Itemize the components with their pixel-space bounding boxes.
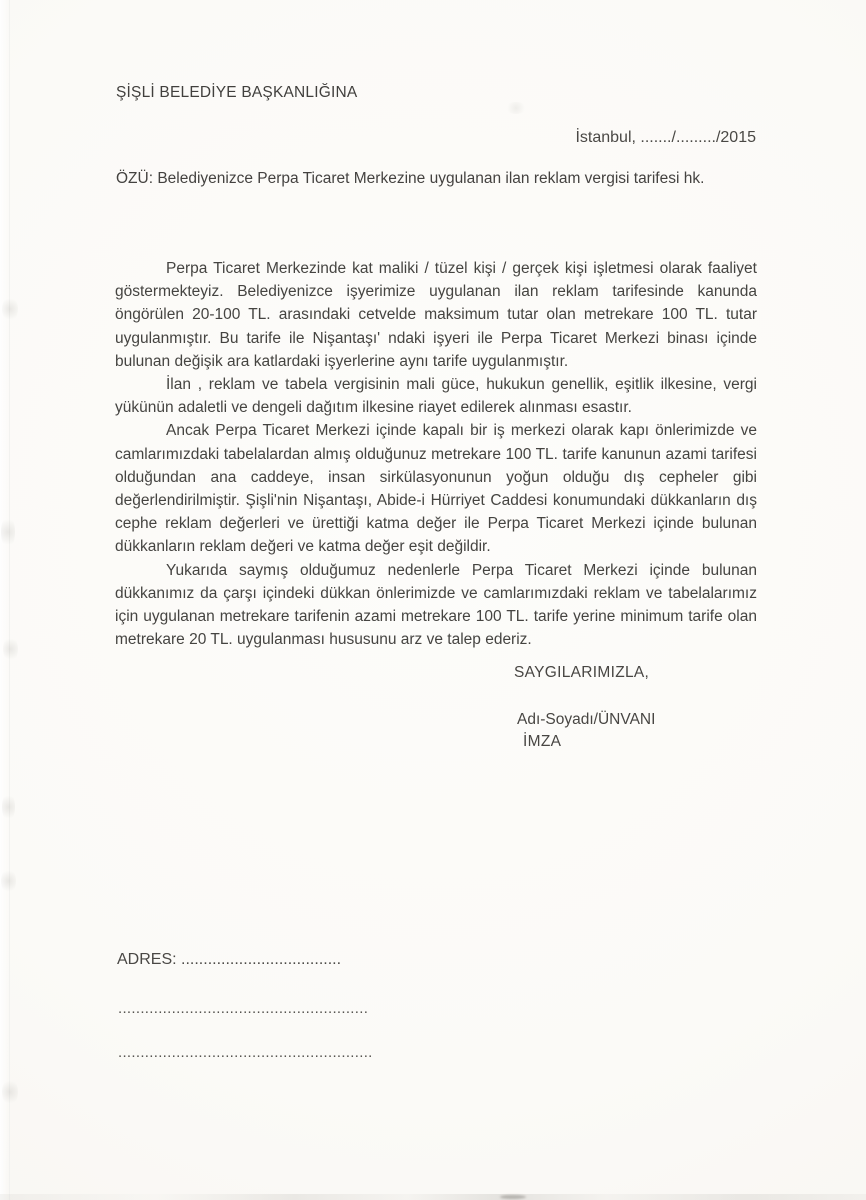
scan-smudge: [1, 515, 15, 549]
signer-name-line: Adı-Soyadı/ÜNVANI: [517, 711, 656, 728]
subject-line: ÖZÜ: Belediyenizce Perpa Ticaret Merkezine uygulanan ilan reklam vergisi tarifesi hk.: [116, 170, 705, 187]
scan-smudge: [3, 636, 18, 662]
scan-smudge: [2, 792, 15, 822]
scan-bottom-edge-shadow: [0, 1194, 866, 1200]
body-paragraph: Perpa Ticaret Merkezinde kat maliki / tüzel kişi / gerçek kişi işletmesi olarak faaliyet göstermekteyiz. Belediyenizce işyerimize uygulanan ilan reklam tarifesinde kanunda öngörülen 20-100 TL. arasındaki cetvelde maksimum tutar olan metrekare 100 TL. tutar uygulanmıştır. Bu tarife ile Nişantaşı' ndaki işyeri ile Perpa Ticaret Merkezi binası içinde bulunan değişik ara katlardaki işyerlerine aynı tarife uygulanmıştır.: [115, 260, 757, 370]
date-line: İstanbul, ......./........./2015: [575, 129, 756, 146]
scan-smudge: [2, 296, 18, 322]
closing-salutation: SAYGILARIMIZLA,: [514, 664, 650, 681]
address-line: ADRES: ....................................: [117, 951, 342, 968]
body-paragraph: Yukarıda saymış olduğumuz nedenlerle Perpa Ticaret Merkezi içinde bulunan dükkanımız da çarşı içindeki dükkan önlerimizde ve camlarımızdaki reklam ve tabelalarımız için uygulanan metrekare tarifenin azami metrekare 100 TL. tarife yerine minimum tarife olan metrekare 20 TL. uygulanması hususunu arz ve talep ederiz.: [115, 561, 757, 649]
letter-body: [115, 257, 757, 651]
scan-left-edge: [0, 0, 10, 1200]
body-paragraph: Ancak Perpa Ticaret Merkezi içinde kapalı bir iş merkezi olarak kapı önlerimizde ve camlarımızdaki tabelalardan almış olduğunuz metrekare 100 TL. tarife kanunun azami tarifesi olduğundan ana caddeye, insan sirkülasyonunun yoğun olduğu dış cepheler gibi değerlendirilmiştir. Şişli'nin Nişantaşı, Abide-i Hürriyet Caddesi konumundaki dükkanların dış cephe reklam değerleri ve ürettiği katma değer ile Perpa Ticaret Merkezi içinde bulunan dükkanların reklam değeri ve katma değer eşit değildir.: [115, 422, 757, 556]
recipient-line: ŞİŞLİ BELEDİYE BAŞKANLIĞINA: [116, 84, 358, 101]
address-dotted-line: .........................................................: [118, 1044, 373, 1061]
scan-smudge: [2, 1078, 18, 1106]
signature-label: İMZA: [523, 733, 562, 750]
address-dotted-line: ........................................................: [118, 1000, 369, 1017]
scan-smudge: [505, 102, 527, 114]
body-paragraph: İlan , reklam ve tabela vergisinin mali güce, hukukun genellik, eşitlik ilkesine, vergi yükünün adaletli ve dengeli dağıtım ilkesine riayet edilerek alınması esastır.: [115, 376, 757, 417]
scan-smudge: [1, 868, 16, 894]
